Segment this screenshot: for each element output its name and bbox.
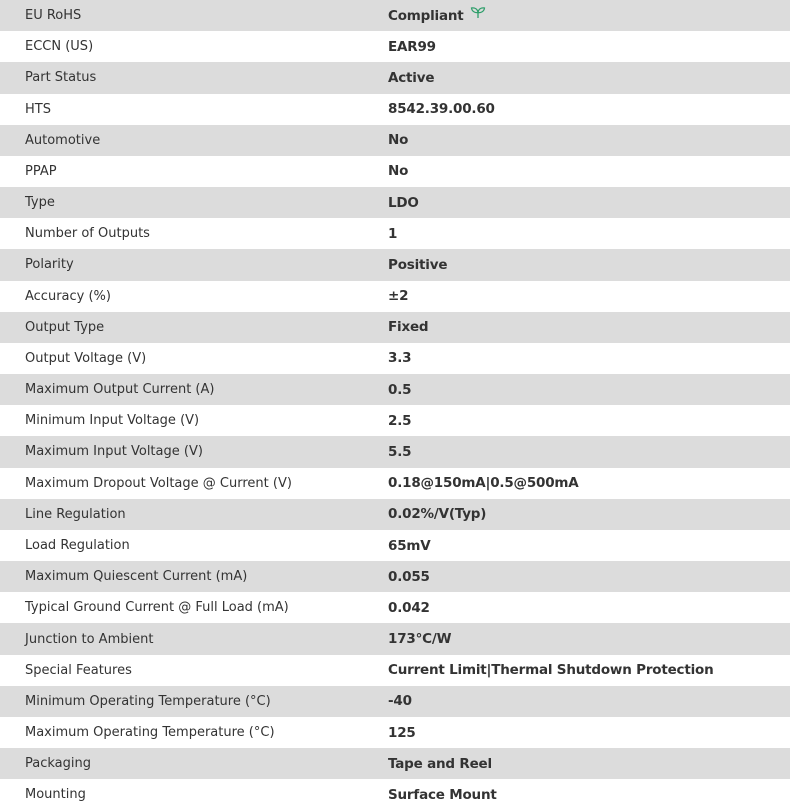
spec-value: Tape and Reel — [388, 755, 492, 772]
spec-row-load-regulation — [0, 530, 790, 561]
spec-label: Packaging — [25, 756, 91, 772]
spec-value: 0.02%/V(Typ) — [388, 506, 487, 523]
spec-row-min-operating-temperature — [0, 686, 790, 717]
spec-label: HTS — [25, 101, 51, 117]
spec-label: Special Features — [25, 662, 132, 678]
spec-label: Mounting — [25, 787, 86, 803]
spec-label: Typical Ground Current @ Full Load (mA) — [25, 600, 289, 616]
spec-value: Positive — [388, 256, 448, 273]
spec-row-eccn — [0, 31, 790, 62]
spec-label: PPAP — [25, 163, 57, 179]
spec-label: Line Regulation — [25, 506, 126, 522]
spec-value: 125 — [388, 724, 416, 741]
spec-row-packaging — [0, 748, 790, 779]
spec-value: Surface Mount — [388, 786, 497, 803]
spec-label: Maximum Output Current (A) — [25, 382, 215, 398]
spec-value: LDO — [388, 194, 419, 211]
spec-label: Maximum Quiescent Current (mA) — [25, 569, 248, 585]
spec-row-automotive — [0, 125, 790, 156]
spec-value: 3.3 — [388, 350, 412, 367]
spec-row-junction-to-ambient — [0, 623, 790, 654]
spec-value: -40 — [388, 693, 412, 710]
spec-value: 0.5 — [388, 381, 412, 398]
spec-row-min-input-voltage — [0, 405, 790, 436]
spec-row-line-regulation — [0, 499, 790, 530]
spec-label: Number of Outputs — [25, 226, 150, 242]
spec-value: Current Limit|Thermal Shutdown Protection — [388, 662, 714, 679]
spec-value: 8542.39.00.60 — [388, 101, 495, 118]
spec-label: Minimum Operating Temperature (°C) — [25, 693, 271, 709]
spec-row-max-operating-temperature — [0, 717, 790, 748]
spec-value: Fixed — [388, 319, 429, 336]
spec-label: Output Voltage (V) — [25, 350, 147, 366]
spec-row-max-quiescent-current — [0, 561, 790, 592]
spec-row-ppap — [0, 156, 790, 187]
spec-row-typical-ground-current — [0, 592, 790, 623]
spec-row-special-features — [0, 655, 790, 686]
spec-row-type — [0, 187, 790, 218]
spec-row-number-of-outputs — [0, 218, 790, 249]
spec-row-output-voltage — [0, 343, 790, 374]
spec-value: No — [388, 132, 409, 149]
spec-label: Output Type — [25, 319, 105, 335]
spec-row-max-dropout-voltage — [0, 468, 790, 499]
spec-label: Part Status — [25, 70, 97, 86]
spec-row-output-type — [0, 312, 790, 343]
spec-row-hts — [0, 94, 790, 125]
leaf-icon — [470, 5, 486, 23]
spec-label: Maximum Operating Temperature (°C) — [25, 725, 275, 741]
spec-row-mounting — [0, 779, 790, 810]
spec-row-max-output-current — [0, 374, 790, 405]
spec-label: Load Regulation — [25, 538, 130, 553]
spec-label: Maximum Dropout Voltage @ Current (V) — [25, 475, 292, 491]
spec-label: Minimum Input Voltage (V) — [25, 413, 200, 429]
spec-value: EAR99 — [388, 38, 436, 55]
spec-row-part-status — [0, 62, 790, 93]
spec-label: Type — [25, 195, 55, 211]
spec-value: 2.5 — [388, 412, 412, 429]
spec-label: Junction to Ambient — [25, 631, 154, 647]
spec-value-text: Compliant — [388, 7, 464, 24]
spec-label: ECCN (US) — [25, 39, 94, 55]
spec-value: 5.5 — [388, 443, 412, 460]
spec-value: 0.042 — [388, 599, 430, 616]
spec-label: Polarity — [25, 257, 74, 273]
spec-row-max-input-voltage — [0, 436, 790, 467]
spec-value: No — [388, 163, 409, 180]
spec-label: Maximum Input Voltage (V) — [25, 444, 203, 460]
spec-row-eu-rohs — [0, 0, 790, 31]
spec-value — [388, 0, 790, 31]
spec-value: 0.055 — [388, 568, 430, 585]
spec-label: Accuracy (%) — [25, 288, 111, 304]
spec-value: ±2 — [388, 288, 409, 305]
spec-row-polarity — [0, 249, 790, 280]
spec-value: Active — [388, 69, 435, 86]
spec-value: 173°C/W — [388, 631, 452, 648]
spec-label: Automotive — [25, 132, 101, 148]
spec-value: 65mV — [388, 537, 431, 554]
spec-label: EU RoHS — [25, 8, 82, 24]
spec-value: 1 — [388, 225, 398, 242]
spec-row-accuracy — [0, 281, 790, 312]
spec-value: 0.18@150mA|0.5@500mA — [388, 475, 579, 492]
